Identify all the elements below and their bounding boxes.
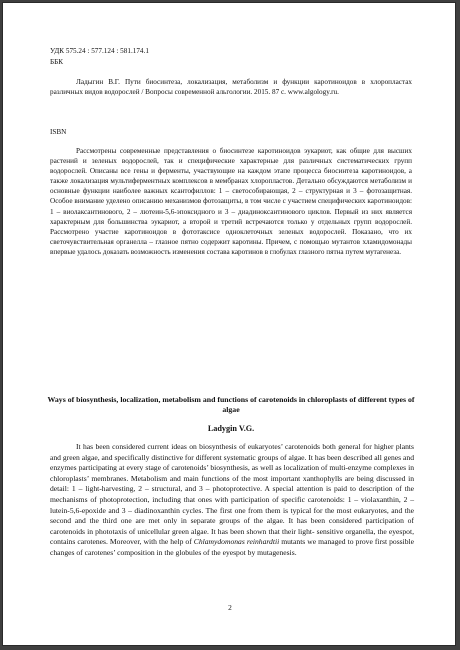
bbk-code: ББК [50, 58, 64, 66]
bibliographic-citation: Ладыгин В.Г. Пути биосинтеза, локализация, метаболизм и функции каротиноидов в хлоропластах различных видов водорослей / Вопросы современной альгологии. 2015. 87 с. www.algology.ru. [50, 78, 412, 96]
english-title: Ways of biosynthesis, localization, metabolism and functions of carotenoids in chloroplasts of different types of algae [47, 395, 415, 414]
document-page [2, 2, 456, 646]
isbn-label: ISBN [50, 128, 67, 136]
page-number: 2 [228, 603, 232, 612]
udk-code: УДК 575.24 : 577.124 : 581.174.1 [50, 47, 149, 55]
english-abstract-text: It has been considered current ideas on biosynthesis of eukaryotes’ carotenoids both general for higher plants and green algae, and specifically distinctive for different systematic groups of algae. It has been described all genes and enzymes participating at every stage of carotenoids’ biosynthesis, as well as localization of multi-enzyme complexes in chloroplasts’ membranes. Metabolism and main functions of the most important xanthophylls are being discussed in detail: 1 – light-harvesting, 2 – structural, and 3 – photoprotective. A special attention is paid to description of the mechanisms of photoprotection, including that ones with participation of specific carotenoids: 1 – violaxanthin, 2 – lutein-5,6-epoxide and 3 – diadinoxanthin cycles. The first one from them is typical for the most eukaryotes, and the second and the third one are met only in separate groups of the algae. It has been considered participation of carotenoids in phototaxis of unicellular green algae. It has been shown that their light- sensitive organella, the eyespot, contains carotenes. Moreover, with the help of [50, 442, 414, 547]
species-name: Chlamydomonas reinhardtii [193, 537, 280, 547]
english-abstract [50, 442, 414, 559]
russian-abstract: Рассмотрены современные представления о биосинтезе каротиноидов эукариот, как общие для высших растений и зеленых водорослей, так и специфические характерные для различных систематических групп водорослей. Описаны все гены и ферменты, участвующие на каждом этапе процесса биосинтеза каротиноидов, а также локализация мультиферментных комплексов в мембранах хлоропластов. Детально обсуждаются метаболизм и основные функции наиболее важных ксантофиллов: 1 – светособирающая, 2 – структурная и 3 – фотозащитная. Особое внимание уделено описанию механизмов фотозащиты, в том числе с участием специфических каротиноидов: 1 – виолаксантинового, 2 – лютеин-5,6-эпоксидного и 3 – диадиноксантинового циклов. Первый из них является характерным для большинства эукариот, а второй и третий встречаются только у отдельных групп водорослей. Рассмотрено участие каротиноидов в фототаксисе одноклеточных зеленых водорослей. Показано, что их светочувствительная органелла – глазное пятно содержит каротины. Причем, с помощью мутантов хламидомонады впервые удалось доказать возможность изменения состава каротинов в глобулах глазного пятна путем мутагенеза. [50, 147, 412, 256]
english-abstract-ending: mutants we managed to prove first possible changes of carotenes’ composition in the globules of the eyespot by mutagenesis. [50, 537, 414, 557]
english-author: Ladygin V.G. [207, 424, 255, 433]
